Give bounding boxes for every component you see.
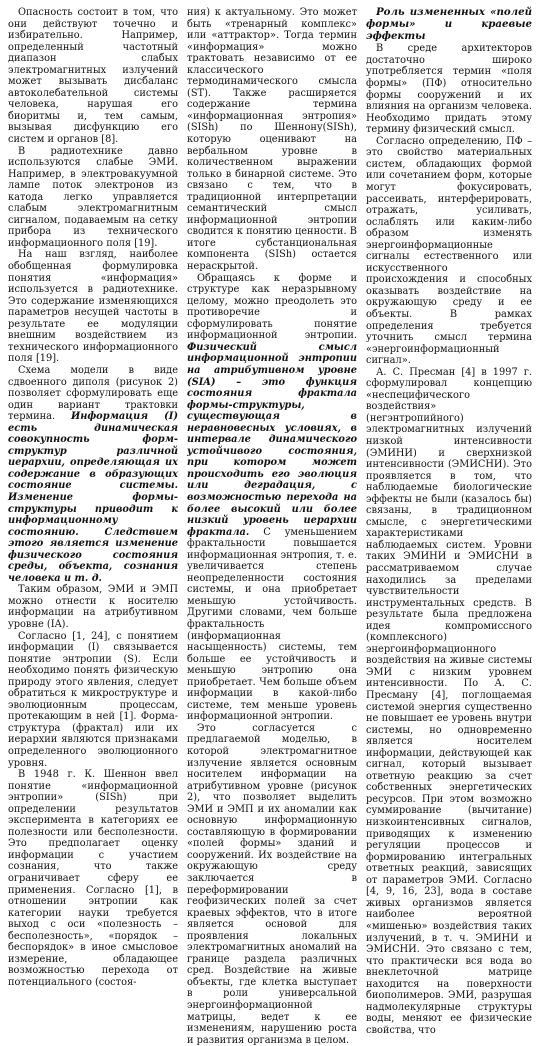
definition-entropy: Физический смысл информационной энтропии на атрибутивном уровне (SIA) – это функция состояния фрактала формы-структуры, существующая в неравновесных условиях, в интервале динамического устойчивого состояния, при котором может происходить его эволюция или деградация, с возможностью перехода на более высокий или более низкий уровень иерархии фрактала.: [187, 341, 357, 538]
paragraph: Согласно определению, ПФ – это свойство материальных систем, обладающих формой или сочетанием форм, которые могут фокусировать, рассеивать, интерферировать, отражать, усиливать, ослаблять или каким-либо образом изменять энергоинформационные сигналы естественного или искусственного происхождения и способных оказывать воздействие на окружающую среду и ее объекты. В рамках определения требуется уточнить смысл термина «энергоинформационный сигнал».: [366, 135, 532, 367]
right-column: [366, 7, 532, 1036]
paragraph: А. С. Пресман [4] в 1997 г. сформулировал концепцию «неспецифического воздействия» (негэнтропийного) электромагнитных излучений низкой интенсивности (ЭМИНИ) и сверхнизкой интенсивности (ЭМИСНИ). Это проявляется в том, что наблюдаемые биологические эффекты не были (казалось бы) связаны, в традиционном смысле, с энергетическими характеристиками наблюдаемых систем. Уровни таких ЭМИНИ и ЭМИСНИ в рассматриваемом случае находились за пределами чувствительности инструментальных средств. В результате была предложена идея компромиссного (комплексного) энергоинформационного воздействия на живые системы ЭМИ с низким уровнем интенсивности. По А. С. Пресману [4], поглощаемая системой энергия существенно не повышает ее уровень внутри системы, но одновременно является носителем информации, действующей как сигнал, который вызывает ответную реакцию за счет собственных энергетических ресурсов. При этом возможно суммирование (вычитание) низкоинтенсивных сигналов, приводящих к изменению регуляции процессов и формированию интегральных ответных реакций, зависящих от параметров ЭМИ. Согласно [4, 9, 16, 23], вода в составе живых организмов является наиболее вероятной «мишенью» воздействия таких излучений, в т. ч. ЭМИНИ и ЭМИСНИ. Это связано с тем, что практически вся вода во внеклеточной матрице находится на поверхности биополимеров. ЭМИ, разрушая надмолекулярные структуры воды, меняют ее физические свойства, что: [366, 366, 532, 1036]
paragraph: [187, 273, 357, 723]
paragraph: Это согласуется с предлагаемой моделью, в которой электромагнитное излучение является основным носителем информации на атрибутивном уровне (рисунок 2), что позволяет выделить ЭМИ и ЭМП и их аномалии как основную информационную составляющую в формировании «полей формы» зданий и сооружений. Их воздействие на окружающую среду заключается в переформировании геофизических полей за счет краевых эффектов, что в итоге является основой для проявления локальных электромагнитных аномалий на границе раздела различных сред. Воздействие на живые объекты, где клетка выступает в роли универсальной энергоинформационной матрицы, ведет к ее изменениям, нарушению роста и развития организма в целом.: [187, 722, 357, 1046]
definition-information: Информация (I) есть динамическая совокупность форм-структур различной иерархии, определяющая их содержание в образующих состояние системы. Изменение формы-структуры приводит к информационному состоянию. Следствием этого является изменение физического состояния среды, объекта, сознания человека и т. д.: [8, 411, 178, 584]
paragraph-text: Схема модели в виде сдвоенного диполя (рисунок 2) позволяет сформулировать еще один вариант трактовки термина.: [8, 364, 178, 423]
paragraph: В 1948 г. К. Шеннон ввел понятие «информационной энтропии» (SISh) при определении результатов эксперимента в категориях ее полезности или бесполезности. Это предполагает оценку информации с участием сознания, что также ограничивает сферу ее применения. Согласно [1], в отношении энтропии как категории науки требуется выход с оси «полезность – бесполезность», «порядок – беспорядок» в иное смысловое измерение, обладающее возможностью перехода от потенциального (состоя-: [8, 769, 178, 988]
middle-column: [187, 7, 357, 1046]
paragraph: В среде архитекторов достаточно широко употребляется термин «поля формы» (ПФ) относительно формы сооружений и их влияния на организм человека. Необходимо придать этому термину физический смысл.: [366, 43, 532, 136]
paragraph: [8, 365, 178, 584]
paragraph: В радиотехнике давно используются слабые ЭМИ. Например, в электровакуумной лампе поток электронов из катода легко управляется слабым электромагнитным сигналом, подаваемым на сетку прибора из технического информационного поля [19].: [8, 145, 178, 249]
paragraph: Таким образом, ЭМИ и ЭМП можно отнести к носителю информации на атрибутивном уровне (IA).: [8, 584, 178, 630]
paragraph-text: Обращаясь к форме и структуре как неразрывному целому, можно преодолеть это противоречие и сформулировать понятие информационной энтропии.: [187, 272, 357, 342]
paragraph-text: С уменьшением фрактальности повышается информационная энтропия, т. е. увеличивается степень неопределенности состояния системы, и она приобретает меньшую устойчивость. Другими словами, чем больше фрактальность (информационная насыщенность) системы, тем больше ее устойчивость и меньшую энтропию она приобретает. Чем больше объем информации в какой-либо системе, тем меньше уровень информационной энтропии.: [187, 526, 357, 723]
paragraph: Опасность состоит в том, что они действуют точечно и избирательно. Например, определенный частотный диапазон слабых электромагнитных излучений может вызывать дисбаланс автоколебательной системы человека, нарушая его биоритмы и, тем самым, вызывая дисфункцию его систем и органов [8].: [8, 7, 178, 146]
paragraph: Согласно [1, 24], с понятием информации (I) связывается понятие энтропии (S). Если необходимо понять физическую природу этого явления, следует обратиться к микроструктуре и эволюционным процессам, протекающим в ней [1]. Форма-структура (фрактал) или их иерархии являются признаками определенного эволюционного уровня.: [8, 630, 178, 769]
paragraph: ния) к актуальному. Это может быть «тренарный комплекс» или «аттрактор». Тогда термин «информация» можно трактовать независимо от ее классического термодинамического смысла (ST). Также расширяется содержание термина «информационная энтропия» (SISh) по Шеннону(SISh), которую оценивают на вербальном уровне в количественном выражении только в бинарной системе. Это связано с тем, что в традиционной интерпретации семантический смысл информационной энтропии сводится к понятию ценности. В итоге субстанциональная компонента (SISh) остается нераскрытой.: [187, 7, 357, 273]
section-heading: Роль измененных «полей формы» и краевые эффекты: [366, 6, 532, 42]
left-column: [8, 7, 178, 988]
paragraph: На наш взгляд, наиболее обобщенная формулировка понятия «информация» используется в радиотехнике. Это содержание изменяющихся параметров несущей частоты в результате ее модуляции внешним воздействием из технического информационного поля [19].: [8, 249, 178, 365]
